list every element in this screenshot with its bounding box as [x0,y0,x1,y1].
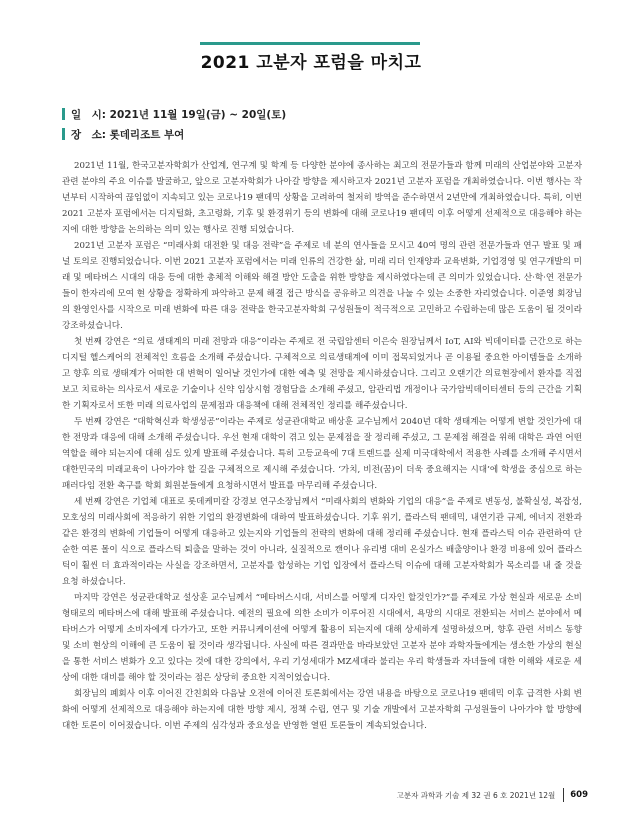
event-date [62,106,582,122]
paragraph: 첫 번째 강연은 “의료 생태계의 미래 전망과 대응”이라는 주제로 전 국립암센터 이은숙 원장님께서 IoT, AI와 빅데이터를 근간으로 하는 디지털 헬스케어의 전체적인 흐름을 소개해 주셨습니다. 구체적으로 의료생태계에 이미 접목되었거나 곧 이용될 중요한 아이템들을 소개하고 향후 의료 생태계가 어떠한 대 변혁이 일어날 것인가에 대한 예측 및 전망을 제시하셨습니다. 그리고 오랜기간 의료현장에서 환자를 직접 보고 치료하는 의사로서 새로운 기술이나 신약 임상시험 경험담을 소개해 주셨고, 암관리법 개정이나 국가암빅데이터센터 등의 근간을 기획한 기획자로서 또한 미래 의료사업의 문제점과 대응책에 대해 전체적인 정리를 해주셨습니다. [62,337,582,411]
paragraph: 세 번째 강연은 기업체 대표로 롯데케미칼 강경보 연구소장님께서 “미래사회의 변화와 기업의 대응”을 주제로 변동성, 불확실성, 복잡성, 모호성의 미래사회에 적응하기 위한 기업의 환경변화에 대하여 발표하셨습니다. 기후 위기, 플라스틱 팬데믹, 내연기관 규제, 에너지 전환과 같은 환경의 변화에 기업들이 어떻게 대응하고 있는지와 기업들의 전략의 변화에 대해 정리해 주셨습니다. 현재 플라스틱 이슈 관련하여 단순한 여론 몰이 식으로 플라스틱 퇴출을 말하는 것이 아니라, 실질적으로 캔이나 유리병 대비 온실가스 배출양이나 환경 비용에 있어 플라스틱이 훨씬 더 효과적이라는 사실을 강조하면서, 고분자를 합성하는 기업 입장에서 플라스틱 이슈에 대해 고분자학회가 목소리를 내 줄 것을 요청 하셨습니다. [62,497,582,587]
title-rule [200,42,420,45]
accent-bar [62,108,65,120]
paragraph: 2021년 11월, 한국고분자학회가 산업계, 연구계 및 학계 등 다양한 분야에 종사하는 최고의 전문가들과 함께 미래의 산업분야와 고분자 관련 분야의 주요 이슈를 발굴하고, 앞으로 고분자학회가 나아갈 방향을 제시하고자 2021년 고분자 포럼을 개최하였습니다. 이번 행사는 작년부터 시작하여 끊임없이 지속되고 있는 코로나19 팬데믹 상황을 고려하여 철저히 방역을 준수하면서 2년만에 개최하였습니다. 특히, 이번 2021 고분자 포럼에서는 디지털화, 초고령화, 기후 및 환경위기 등의 변화에 대해 코로나19 팬데믹 이후 어떻게 선제적으로 대응해야 하는지에 대한 방향을 논의하는 의미 있는 행사로 진행 되었습니다. [62,161,582,235]
paragraph: 2021년 고분자 포럼은 “미래사회 대전환 및 대응 전략”을 주제로 네 분의 연사들을 모시고 40여 명의 관련 전문가들과 연구 발표 및 패널 토의로 진행되었습니다. 이번 2021 고분자 포럼에서는 미래 인류의 건강한 삶, 미래 리더 인재양과 교육변화, 기업경영 및 연구개발의 미래 및 메타버스 시대의 대응 등에 대한 총체적 이해와 해결 방안 도출을 위한 방향을 제시하였다는데 큰 의미가 있었습니다. 산·학·연 전문가들이 한자리에 모여 현 상황을 정확하게 파악하고 문제 해결 접근 방식을 공유하고 의견을 나눌 수 있는 소중한 자리였습니다. 이준영 회장님의 환영인사를 시작으로 미래 변화에 따른 대응 전략을 한국고분자학회 구성원들이 적극적으로 고민하고 수립하는데 많은 도움이 될 것이라 강조하셨습니다. [62,241,582,331]
accent-bar [62,128,65,140]
page-title: 2021 고분자 포럼을 마치고 [200,53,422,73]
event-place-text: 장 소: 롯데리조트 부여 [71,128,185,141]
paragraph: 회장님의 폐회사 이후 이어진 간친회와 다음날 오전에 이어진 토론회에서는 강연 내용을 바탕으로 코로나19 팬데믹 이후 급격한 사회 변화에 어떻게 선제적으로 대응해야 하는지에 대한 방향 제시, 정책 수립, 연구 및 기술 개발에서 고분자학회 구성원들이 나아가야 할 방향에 대한 토론이 이어졌습니다. 이번 주제의 심각성과 중요성을 반영한 열띤 토론들이 계속되었습니다. [62,689,582,731]
footer-divider [563,788,564,802]
journal-info: 고분자 과학과 기술 제 32 권 6 호 2021년 12월 [396,790,556,800]
paragraph: 두 번째 강연은 “대학혁신과 학생성공”이라는 주제로 성균관대학교 배상훈 교수님께서 2040년 대학 생태계는 어떻게 변할 것인가에 대한 전망과 대응에 대해 소개해 주셨습니다. 우선 현재 대학이 겪고 있는 문제점을 잘 정리해 주셨고, 그 문제점 해결을 위해 대학은 과연 어떤 역할을 해야 되는지에 대해 심도 있게 발표해 주셨습니다. 특히 고등교육에 7대 트렌드를 실제 미국대학에서 적용한 사례를 소개해 주시면서 대한민국의 미래교육이 나아가야 할 길을 구체적으로 제시해 주셨습니다. ‘가치, 비전(꿈)이 더욱 중요해지는 시대’에 학생을 중심으로 하는 패러다임 전환 촉구를 학회 회원분들에게 요청하시면서 발표를 마무리해 주셨습니다. [62,417,582,491]
event-place [62,126,582,142]
page-footer [397,788,588,802]
paragraph: 마지막 강연은 성균관대학교 설상훈 교수님께서 “메타버스시대, 서비스를 어떻게 디자인 할것인가?”를 주제로 가상 현실과 새로운 소비 형태로의 메타버스에 대해 발표해 주셨습니다. 예전의 필요에 의한 소비가 이루어진 시대에서, 욕망의 시대로 전환되는 서비스 분야에서 메타버스가 어떻게 소비자에게 다가가고, 또한 커뮤니케이션에 어떻게 활용이 되는지에 대해 상세하게 설명하셨으며, 향후 관련 서비스 동향 및 소비 현상의 이해에 큰 도움이 될 것이라 생각됩니다. 사실에 따른 결과만을 바라보았던 고분자 분야 과학자들에게는 생소한 가상의 현실을 통한 서비스 변화가 오고 있다는 것에 대한 강의에서, 우리 기성세대가 MZ세대라 불리는 우리 학생들과 자녀들에 대한 이해와 새로운 세상에 대한 대비를 해야 할 것이라는 점은 상당히 중요한 지적이었습니다. [62,593,582,683]
article-body [62,158,582,734]
page-number: 609 [570,790,588,800]
event-date-text: 일 시: 2021년 11월 19일(금) ~ 20일(토) [71,108,287,121]
